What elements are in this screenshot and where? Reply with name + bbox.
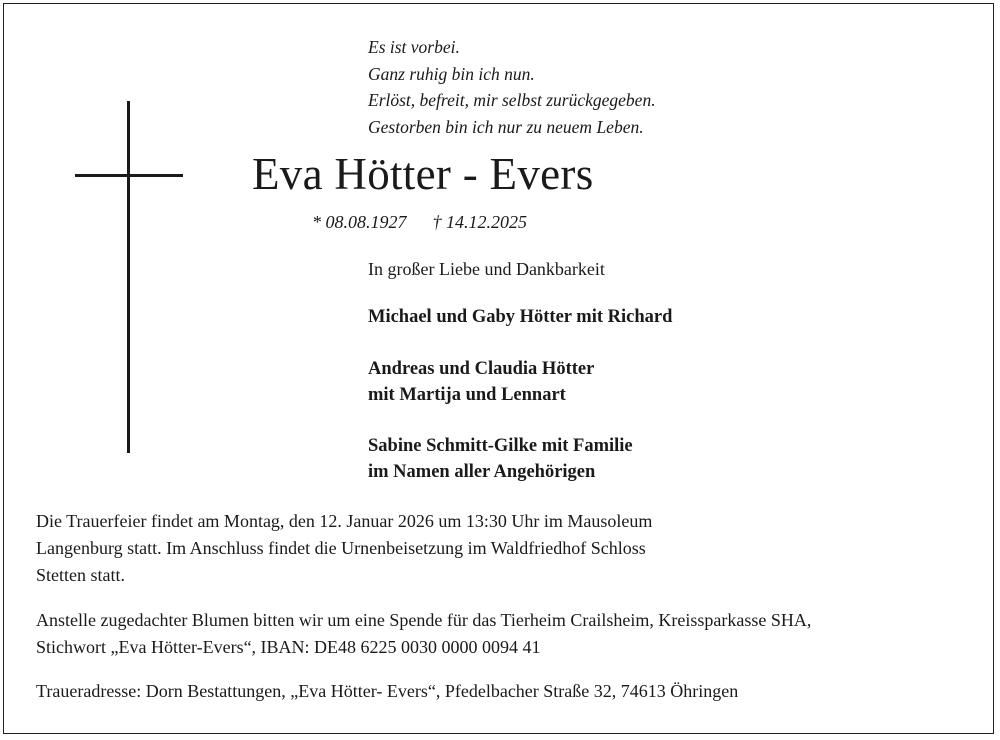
mourner-line: Sabine Schmitt-Gilke mit Familie <box>368 436 633 456</box>
donation-line: Anstelle zugedachter Blumen bitten wir um eine Spende für das Tierheim Crailsheim, Kreissparkasse SHA, <box>36 610 812 630</box>
ceremony-line: Langenburg statt. Im Anschluss findet die Urnenbeisetzung im Waldfriedhof Schloss <box>36 538 646 558</box>
death-date: † 14.12.2025 <box>432 212 527 232</box>
mourner-line: Michael und Gaby Hötter mit Richard <box>368 307 673 327</box>
ceremony-line: Die Trauerfeier findet am Montag, den 12. Januar 2026 um 13:30 Uhr im Mausoleum <box>36 511 653 531</box>
mourner-group <box>368 304 672 330</box>
mourning-address: Traueradresse: Dorn Bestattungen, „Eva Hötter- Evers“, Pfedelbacher Straße 32, 74613 Öhringen <box>36 681 739 701</box>
poem-line: Gestorben bin ich nur zu neuem Leben. <box>368 116 644 137</box>
mourner-line: Andreas und Claudia Hötter <box>368 359 595 379</box>
poem-line: Es ist vorbei. <box>368 37 460 57</box>
ceremony-text <box>36 508 652 589</box>
life-dates <box>312 212 527 233</box>
mourners-intro: In großer Liebe und Dankbarkeit <box>368 259 605 279</box>
poem <box>368 34 656 140</box>
mourner-group <box>368 356 594 408</box>
deceased-name: Eva Hötter - Evers <box>252 149 594 199</box>
ceremony-line: Stetten statt. <box>36 565 125 585</box>
poem-line: Ganz ruhig bin ich nun. <box>368 63 535 84</box>
donation-line: Stichwort „Eva Hötter-Evers“, IBAN: DE48 6225 0030 0000 0094 41 <box>36 637 541 657</box>
donation-text <box>36 607 811 661</box>
poem-line: Erlöst, befreit, mir selbst zurückgegeben. <box>368 90 656 110</box>
mourner-group <box>368 433 633 485</box>
cross-icon <box>127 101 130 453</box>
cross-icon-bar <box>75 174 183 177</box>
mourner-line: mit Martija und Lennart <box>368 385 566 405</box>
birth-date: * 08.08.1927 <box>312 212 407 232</box>
mourner-line: im Namen aller Angehörigen <box>368 462 596 482</box>
